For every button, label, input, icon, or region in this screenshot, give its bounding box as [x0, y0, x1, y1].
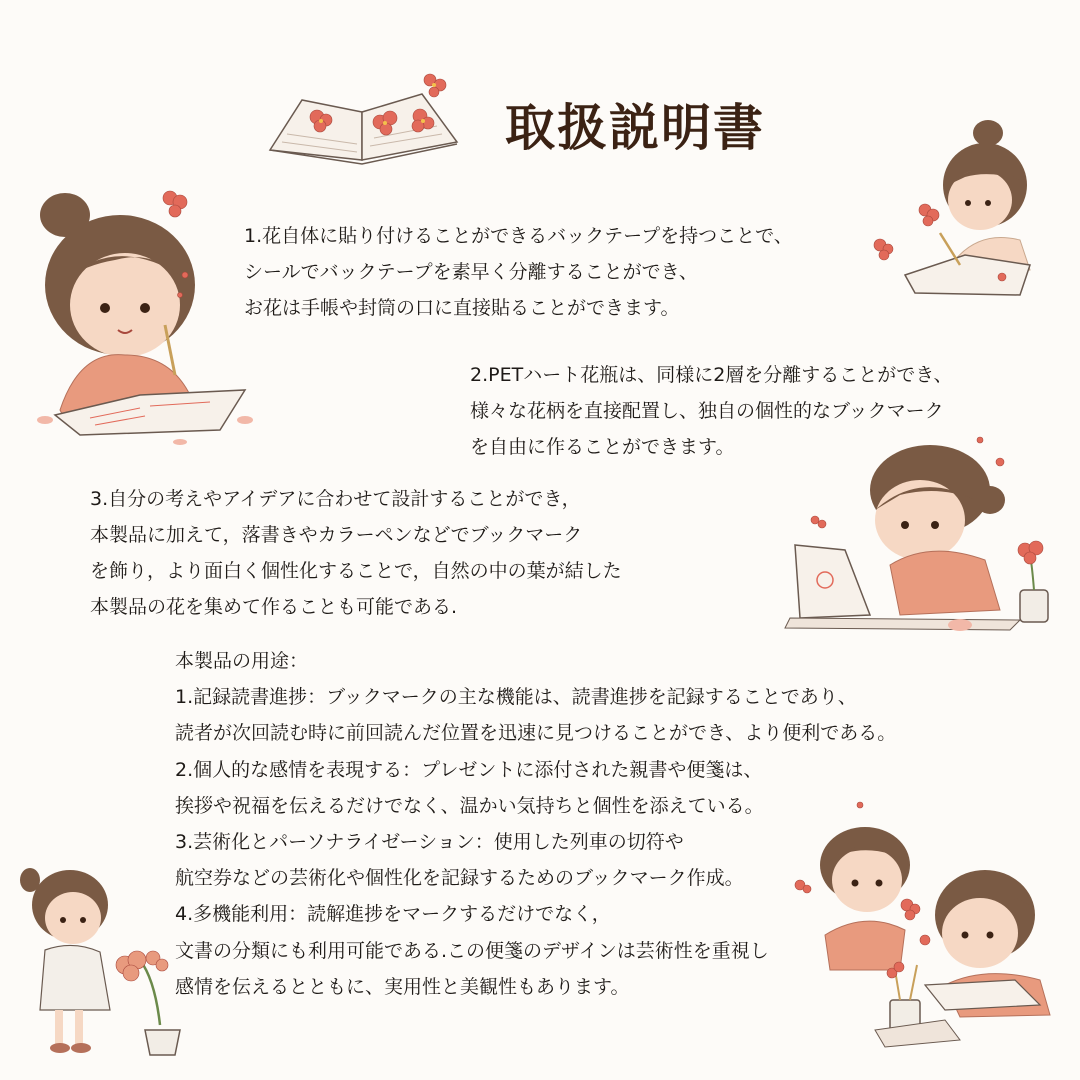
usage-line: 航空券などの芸術化や個性化を記録するためのブックマーク作成。	[175, 867, 744, 890]
girl-writing-illustration	[20, 180, 265, 450]
usage-line: 2.個人的な感情を表現する：プレゼントに添付された親書や便箋は、	[175, 758, 763, 781]
paragraph-line: お花は手帳や封筒の口に直接貼ることができます。	[244, 297, 680, 319]
two-children-illustration	[795, 805, 1065, 1050]
girl-drawing-illustration	[870, 115, 1040, 305]
paragraph-line: 3.自分の考えやアイデアに合わせて設計することができ，	[90, 488, 581, 510]
usage-line: 4.多機能利用：読解進捗をマークするだけでなく，	[175, 903, 611, 926]
paragraph-3	[90, 481, 622, 625]
open-book-illustration	[262, 72, 462, 172]
paragraph-line: を自由に作ることができます。	[470, 436, 735, 458]
usage-section	[175, 643, 896, 1005]
usage-line: 1.記録読書進捗：ブックマークの主な機能は、読書進捗を記録することであり、	[175, 686, 857, 709]
paragraph-line: 1.花自体に貼り付けることができるバックテープを持つことで、	[244, 225, 793, 247]
usage-line: 挨拶や祝福を伝えるだけでなく、温かい気持ちと個性を添えている。	[175, 794, 764, 817]
paragraph-line: 本製品の花を集めて作ることも可能である.	[90, 596, 458, 618]
paragraph-line: 様々な花柄を直接配置し、独自の個性的なブックマーク	[470, 400, 944, 422]
usage-line: 文書の分類にも利用可能である.この便箋のデザインは芸術性を重視し	[175, 939, 769, 962]
paragraph-line: を飾り，より面白く個性化することで，自然の中の葉が結した	[90, 560, 622, 582]
usage-line: 読者が次回読む時に前回読んだ位置を迅速に見つけることができ、より便利である。	[175, 722, 897, 745]
paragraph-1	[244, 218, 793, 326]
usage-heading: 本製品の用途：	[175, 650, 309, 672]
paragraph-line: 本製品に加えて，落書きやカラーペンなどでブックマーク	[90, 524, 583, 546]
usage-line: 感情を伝えるとともに、実用性と美観性もあります。	[175, 975, 630, 998]
girl-with-flowers-illustration	[15, 860, 205, 1060]
girl-reading-illustration	[780, 440, 1070, 640]
paragraph-line: 2.PETハート花瓶は、同様に2層を分離することができ、	[470, 364, 953, 386]
usage-line: 3.芸術化とパーソナライゼーション：使用した列車の切符や	[175, 831, 684, 854]
paragraph-line: シールでバックテープを素早く分離することができ、	[244, 261, 698, 283]
page-title: 取扱説明書	[505, 99, 765, 157]
